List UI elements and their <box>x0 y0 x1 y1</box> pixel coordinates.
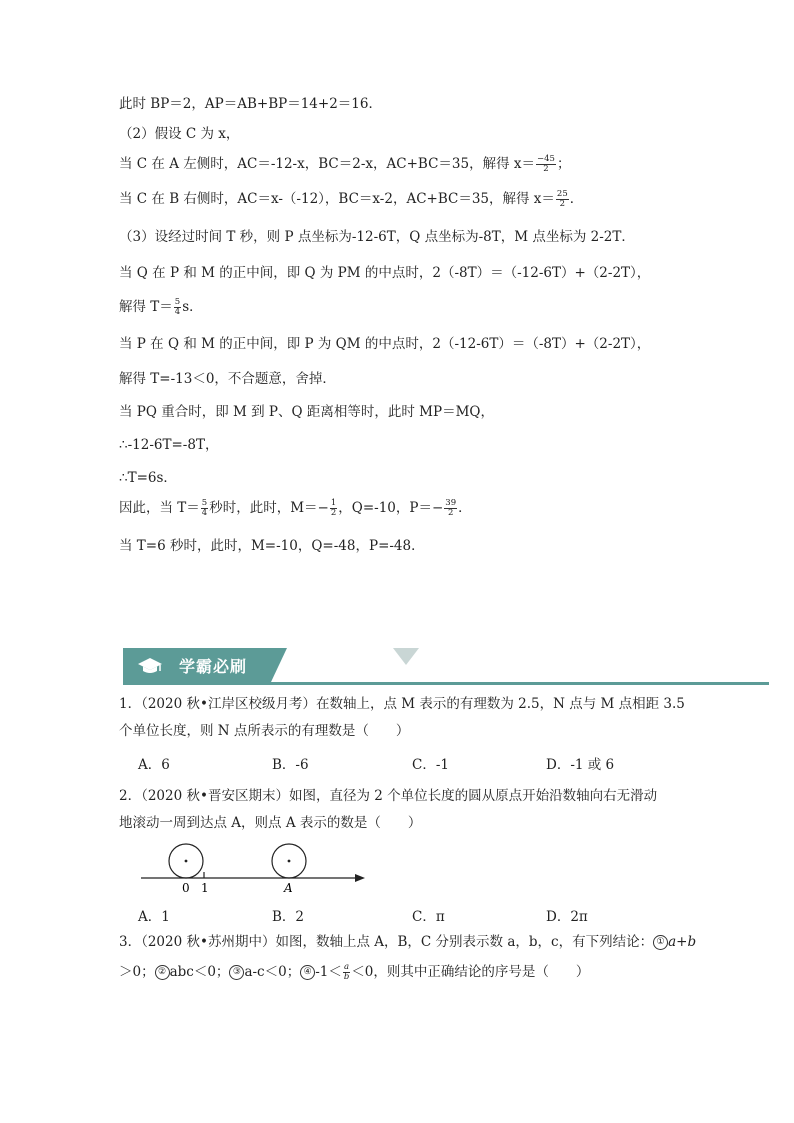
fraction: $\frac{25}{2}$ <box>556 189 568 209</box>
circled-number-1: ① <box>653 935 668 950</box>
q2-option-c[interactable]: C．π <box>412 909 445 925</box>
fraction: $\frac{-45}{2}$ <box>536 154 555 174</box>
banner-rule <box>123 682 769 685</box>
circled-number-3: ③ <box>229 965 244 980</box>
q1-option-c[interactable]: C．-1 <box>412 757 449 773</box>
q2-option-b[interactable]: B．2 <box>272 909 305 925</box>
fraction: $\frac{a}{b}$ <box>343 962 350 982</box>
q1-stem-line-1: 1．（2020 秋•江岸区校级月考）在数轴上，点 M 表示的有理数为 2.5，N 点与 M 点相距 3.5 <box>119 696 685 712</box>
graduation-cap-icon <box>137 656 163 676</box>
tick-label-1: 1 <box>201 881 209 895</box>
solution-line-11: ∴-12-6T=-8T， <box>119 437 219 453</box>
fraction: $\frac{1}{2}$ <box>330 498 337 518</box>
banner-tab-slant <box>271 648 287 682</box>
q1-stem-line-2: 个单位长度，则 N 点所表示的有理数是（ ） <box>119 723 410 739</box>
solution-line-4: 当 C 在 B 右侧时，AC＝x-（-12），BC＝x-2，AC+BC＝35，解得 x＝ $\frac{25}{2}$ ． <box>119 189 584 209</box>
solution-line-10: 当 PQ 重合时，即 M 到 P、Q 距离相等时，此时 MP＝MQ， <box>119 404 494 420</box>
circled-number-2: ② <box>155 965 170 980</box>
solution-line-6: 当 Q 在 P 和 M 的正中间，即 Q 为 PM 的中点时，2（-8T）＝（-12-6T）+（2-2T）， <box>119 265 651 281</box>
axis-arrow-icon <box>355 874 365 882</box>
tick-label-0: 0 <box>182 881 190 895</box>
section-banner <box>123 648 769 686</box>
point-a-label: A <box>284 881 293 895</box>
solution-line-8: 当 P 在 Q 和 M 的正中间，即 P 为 QM 的中点时，2（-12-6T）＝（-8T）+（2-2T）， <box>119 336 651 352</box>
q2-stem-line-2: 地滚动一周到达点 A，则点 A 表示的数是（ ） <box>119 815 422 831</box>
circle-center-dot <box>288 860 291 863</box>
q1-option-b[interactable]: B．-6 <box>272 757 309 773</box>
q2-option-a[interactable]: A．1 <box>138 909 170 925</box>
q1-option-d[interactable]: D．-1 或 6 <box>546 757 615 773</box>
number-line-figure <box>135 840 375 898</box>
solution-line-13: 因此，当 T＝ $\frac{5}{4}$ 秒时，此时，M＝− $\frac{1}{2}$ ，Q=-10，P＝− $\frac{39}{2}$ ． <box>119 498 472 518</box>
circled-number-4: ④ <box>300 965 315 980</box>
q3-stem-line-2: ＞0； ② abc＜0； ③ a-c＜0； ④ -1＜ $\frac{a}{b}$ ＜0，则其中正确结论的序号是（ ） <box>119 962 590 982</box>
solution-line-12: ∴T=6s． <box>119 470 177 486</box>
solution-line-3: 当 C 在 A 左侧时，AC＝-12-x，BC＝2-x，AC+BC＝35，解得 x＝ $\frac{-45}{2}$ ； <box>119 154 571 174</box>
q1-option-a[interactable]: A．6 <box>138 757 170 773</box>
section-title: 学霸必刷 <box>179 657 248 676</box>
solution-line-14: 当 T=6 秒时，此时，M=-10，Q=-48，P=-48． <box>119 538 425 554</box>
solution-line-9: 解得 T=-13＜0，不合题意，舍掉． <box>119 371 336 387</box>
q2-stem-line-1: 2．（2020 秋•晋安区期末）如图，直径为 2 个单位长度的圆从原点开始沿数轴向右无滑动 <box>119 788 658 804</box>
q3-stem-line-1: 3．（2020 秋•苏州期中）如图，数轴上点 A，B，C 分别表示数 a，b，c，有下列结论： ① a+b <box>119 934 697 950</box>
solution-line-7: 解得 T＝ $\frac{5}{4}$ s． <box>119 297 203 317</box>
banner-decor-triangle <box>393 648 419 665</box>
circle-center-dot <box>185 860 188 863</box>
solution-line-1: 此时 BP＝2，AP＝AB+BP＝14+2＝16． <box>119 96 382 112</box>
q2-option-d[interactable]: D．2π <box>546 909 588 925</box>
solution-line-2: （2）假设 C 为 x， <box>119 126 240 142</box>
solution-line-5: （3）设经过时间 T 秒，则 P 点坐标为-12-6T，Q 点坐标为-8T，M 点坐标为 2-2T． <box>119 229 635 245</box>
fraction: $\frac{39}{2}$ <box>445 498 457 518</box>
fraction: $\frac{5}{4}$ <box>201 498 208 518</box>
fraction: $\frac{5}{4}$ <box>174 297 181 317</box>
